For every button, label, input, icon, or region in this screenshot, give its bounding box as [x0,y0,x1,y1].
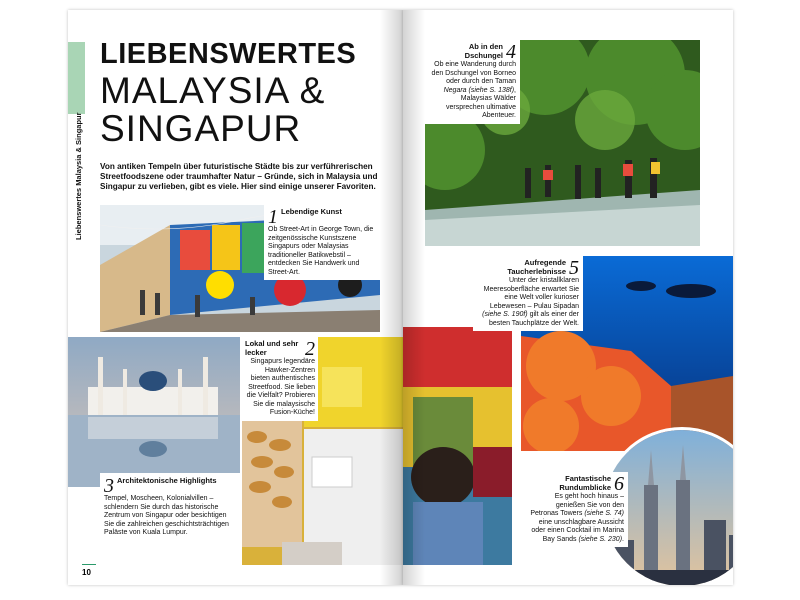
title-line-3: SINGAPUR [100,108,302,149]
page-number: 10 [82,568,91,577]
highlight-3-number: 3 [104,475,114,497]
title-line-2: MALAYSIA & [100,70,326,111]
highlight-1-number: 1 [268,206,278,228]
highlight-2-box [242,337,318,421]
side-running-head: Liebenswertes Malaysia & Singapur [74,112,83,240]
highlight-5-number: 5 [569,257,579,279]
intro-paragraph: Von antiken Tempeln über futuristische Städte bis zur verführerischen Streetfoodszene oder traumhafter Natur – Gründe, sich in Malaysia und Singapur zu verlieben, gibt es viele. Hier sind einige unserer Favoriten. [100,162,378,191]
highlight-5-title: Aufregende Taucherlebnisse [507,258,566,276]
highlight-6-box [525,472,628,547]
highlight-2-title: Lokal und sehr lecker [245,339,299,357]
highlight-6-title: Fantastische Rundumblicke [559,474,611,492]
highlight-4-text: Ob eine Wanderung durch den Dschungel von Borneo oder durch den Taman Negara (siehe S. 138f), Malaysias Wälder versprechen ultimative Abenteuer. [431,61,516,119]
highlight-2-number: 2 [305,338,315,360]
highlight-3-text: Tempel, Moscheen, Kolonialvillen – schlendern Sie durch das historische Zentrum von Singapur oder besichtigen Sie die zahlreichen geschichtsträchtigen Paläste von Kuala Lumpur. [104,495,229,536]
highlight-3-title: Architektonische Highlights [117,476,217,485]
highlight-5-box [473,256,583,331]
highlight-3-box [100,473,240,542]
page-number-rule [82,564,96,565]
title-line-1: LIEBENSWERTES [100,38,357,70]
highlight-1-title: Lebendige Kunst [281,207,342,216]
highlight-5-text: Unter der kristallklaren Meeresoberfläche erwartet Sie eine Welt voller kurioser Lebewesen – Pulau Sipadan (siehe S. 190f) gilt als einer der besten Tauchplätze der Welt. [482,277,579,327]
right-page [403,10,733,585]
highlight-6-text: Es geht hoch hinaus – genießen Sie von den Petronas Towers (siehe S. 74) eine unschlagbare Aussicht oder einen Cocktail im Marina Bay Sands (siehe S. 230). [530,493,624,543]
highlight-4-number: 4 [506,41,516,63]
accent-tab [68,42,85,114]
hawker-food-photo-right [403,327,512,565]
highlight-4-title: Ab in den Dschungel [464,42,503,60]
highlight-2-text: Singapurs legendäre Hawker-Zentren bieten authentisches Streetfood. Sie lieben die Vielfalt? Probieren Sie die malaysische Fusion-Küche! [246,358,315,416]
highlight-6-number: 6 [614,473,624,495]
left-page [68,10,403,585]
mosque-photo [68,337,240,487]
highlight-4-box [425,40,520,124]
highlight-1-box [264,205,380,280]
highlight-1-text: Ob Street-Art in George Town, die zeitgenössische Kunstszene Singapurs oder Malaysias traditioneller Batikwebstil – entdecken Sie Handwerk und Street-Art. [268,226,374,276]
